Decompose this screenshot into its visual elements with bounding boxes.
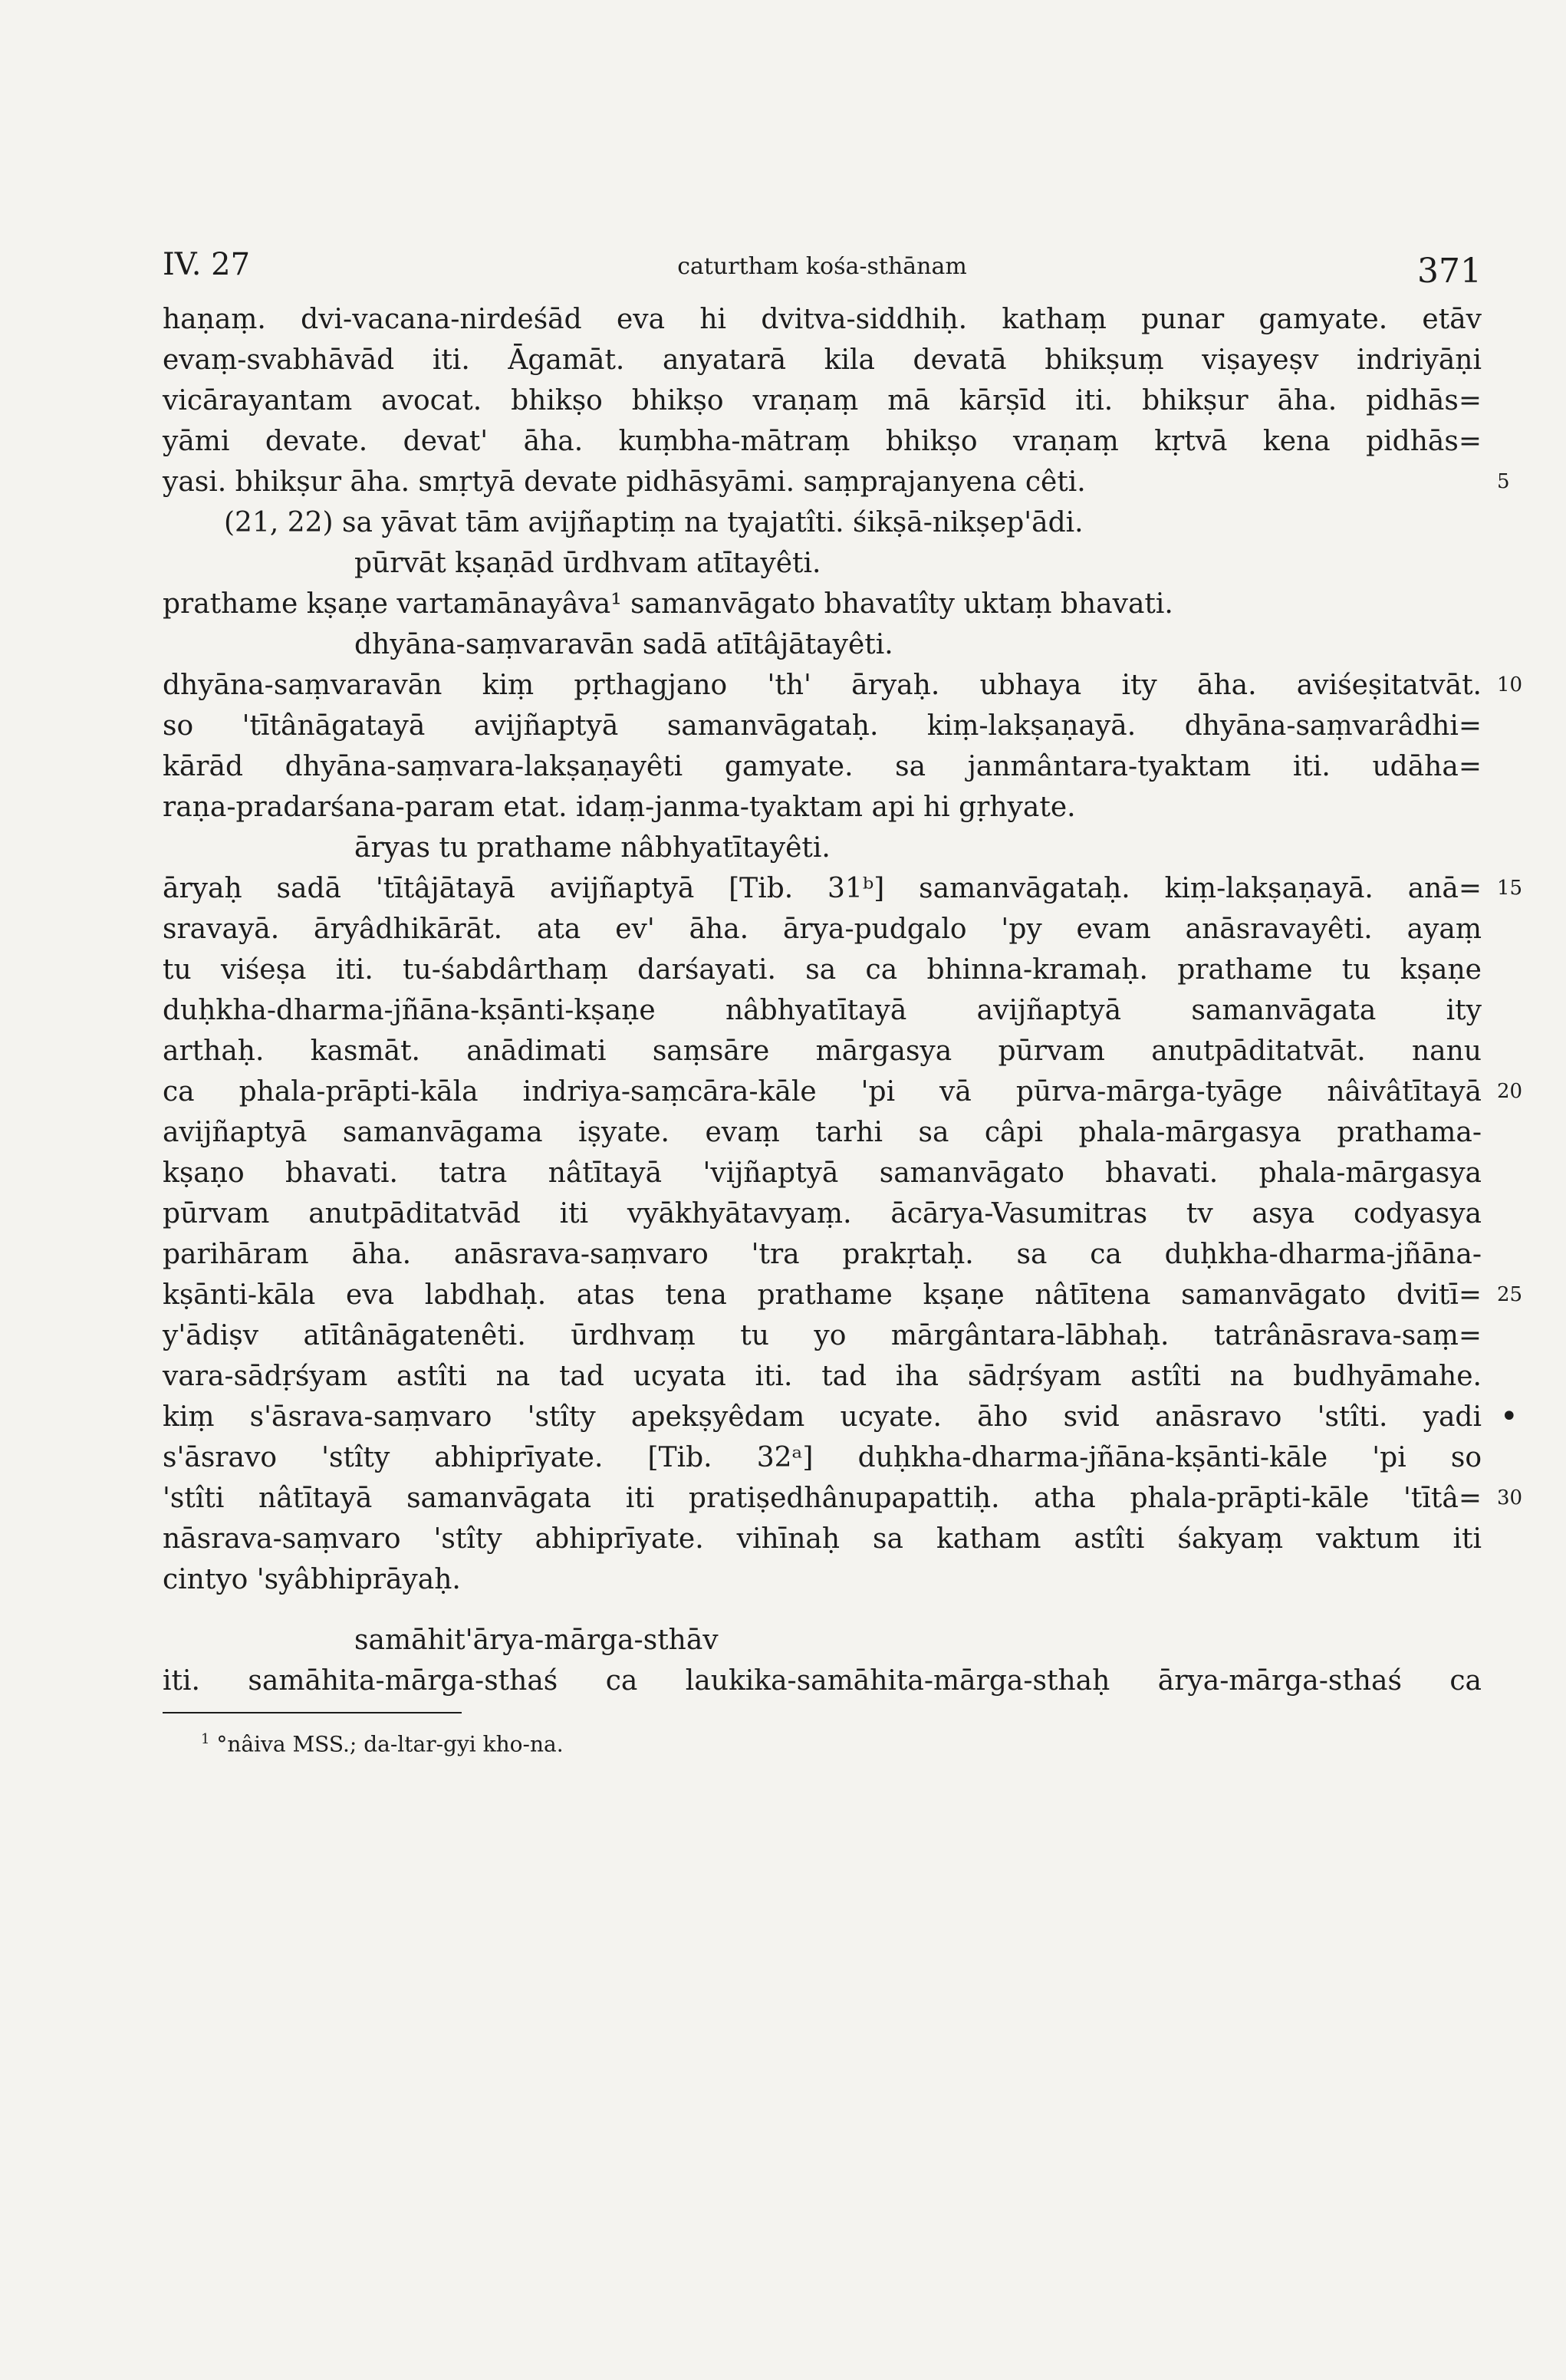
text-line-content: iti. samāhita-mārga-sthaś ca laukika-samāhita-mārga-sthaḥ ārya-mārga-sthaś ca — [163, 1665, 1482, 1697]
text-line-content: āryaḥ sadā 'tītâjātayā avijñaptyā [Tib. 31ᵇ] samanvāgataḥ. kiṃ-lakṣaṇayā. anā= — [163, 873, 1482, 904]
text-line — [163, 1356, 1482, 1397]
text-line — [163, 746, 1482, 787]
text-line-content: arthaḥ. kasmāt. anādimati saṃsāre mārgasya pūrvam anutpāditatvāt. nanu — [163, 1035, 1482, 1067]
text-line-content: sravayā. āryâdhikārāt. ata ev' āha. ārya-pudgalo 'py evam anāsravayêti. ayaṃ — [163, 913, 1482, 945]
text-line-content: evaṃ-svabhāvād iti. Āgamāt. anyatarā kila devatā bhikṣuṃ viṣayeṣv indriyāṇi — [163, 344, 1482, 376]
text-line-content: parihāram āha. anāsrava-saṃvaro 'tra prakṛtaḥ. sa ca duḥkha-dharma-jñāna- — [163, 1239, 1482, 1270]
text-line-content: kṣaṇo bhavati. tatra nâtītayā 'vijñaptyā samanvāgato bhavati. phala-mārgasya — [163, 1157, 1482, 1189]
text-line-content: pūrvam anutpāditatvād iti vyākhyātavyaṃ. ācārya-Vasumitras tv asya codyasya — [163, 1198, 1482, 1230]
text-line-content: s'āsravo 'stîty abhiprīyate. [Tib. 32ᵃ] duḥkha-dharma-jñāna-kṣānti-kāle 'pi so — [163, 1442, 1482, 1473]
running-title: caturtham kośa-sthānam — [677, 253, 967, 280]
text-line — [163, 1193, 1482, 1234]
text-line-content: vara-sādṛśyam astîti na tad ucyata iti. tad iha sādṛśyam astîti na budhyāmahe. — [163, 1361, 1482, 1392]
text-line — [163, 584, 1482, 624]
line-number: 10 — [1497, 673, 1523, 696]
text-line — [163, 1397, 1518, 1437]
text-line-content: y'ādiṣv atītânāgatenêti. ūrdhvaṃ tu yo mārgântara-lābhaḥ. tatrânāsrava-saṃ= — [163, 1320, 1482, 1351]
text-line — [163, 340, 1482, 380]
line-number: 20 — [1497, 1080, 1523, 1103]
text-line-content: vicārayantam avocat. bhikṣo bhikṣo vraṇaṃ mā kārṣīd iti. bhikṣur āha. pidhās= — [163, 385, 1482, 416]
text-line-content: prathame kṣaṇe vartamānayâva¹ samanvāgato bhavatîty uktaṃ bhavati. — [163, 588, 1173, 620]
text-line-content: kārād dhyāna-saṃvara-lakṣaṇayêti gamyate. sa janmântara-tyaktam iti. udāha= — [163, 751, 1482, 782]
line-number: 25 — [1497, 1283, 1523, 1306]
text-line — [163, 990, 1482, 1031]
text-line — [163, 787, 1482, 828]
text-line — [163, 868, 1523, 909]
text-line-content: cintyo 'syâbhiprāyaḥ. — [163, 1564, 461, 1595]
text-line — [163, 462, 1510, 502]
text-line — [163, 502, 1482, 543]
text-line — [163, 1275, 1523, 1315]
text-line — [163, 1071, 1523, 1112]
text-line — [163, 909, 1482, 950]
line-number: 30 — [1497, 1486, 1523, 1509]
text-line-content: yasi. bhikṣur āha. smṛtyā devate pidhāsyāmi. saṃprajanyena cêti. — [163, 466, 1086, 498]
text-line — [163, 950, 1482, 990]
footnote — [201, 1724, 564, 1759]
text-line-content: ca phala-prāpti-kāla indriya-saṃcāra-kāle 'pi vā pūrva-mārga-tyāge nâivâtītayā — [163, 1076, 1482, 1108]
main-text — [163, 299, 1523, 1701]
text-line — [163, 1620, 1482, 1661]
text-line-content: (21, 22) sa yāvat tām avijñaptiṃ na tyajatîti. śikṣā-nikṣep'ādi. — [224, 507, 1084, 538]
text-line — [163, 1559, 1482, 1600]
text-line-content: āryas tu prathame nâbhyatītayêti. — [354, 832, 831, 864]
text-line — [163, 665, 1523, 706]
running-header — [163, 247, 1482, 301]
text-line-content: 'stîti nâtītayā samanvāgata iti pratiṣedhânupapattiḥ. atha phala-prāpti-kāle 'tītâ= — [163, 1483, 1482, 1514]
margin-dot: • — [1500, 1399, 1518, 1434]
text-line — [163, 543, 1482, 584]
text-line — [163, 421, 1482, 462]
text-line — [163, 1478, 1523, 1519]
text-line-content: nāsrava-saṃvaro 'stîty abhiprīyate. vihīnaḥ sa katham astîti śakyaṃ vaktum iti — [163, 1523, 1482, 1555]
text-line-content: kiṃ s'āsrava-saṃvaro 'stîty apekṣyêdam ucyate. āho svid anāsravo 'stîti. yadi — [163, 1401, 1482, 1433]
text-line-content: tu viśeṣa iti. tu-śabdârthaṃ darśayati. sa ca bhinna-kramaḥ. prathame tu kṣaṇe — [163, 954, 1482, 986]
text-line-content: avijñaptyā samanvāgama iṣyate. evaṃ tarhi sa câpi phala-mārgasya prathama- — [163, 1117, 1482, 1148]
line-number: 15 — [1497, 877, 1523, 900]
text-line — [163, 1661, 1482, 1701]
footnote-divider — [163, 1712, 462, 1713]
text-line — [163, 299, 1482, 340]
footnote-text: °nâiva MSS.; da-ltar-gyi kho-na. — [216, 1731, 564, 1757]
text-line — [163, 624, 1482, 665]
text-line — [163, 1437, 1482, 1478]
text-line-content: dhyāna-saṃvaravān kiṃ pṛthagjano 'th' āryaḥ. ubhaya ity āha. aviśeṣitatvāt. — [163, 670, 1482, 701]
text-line-content: so 'tītânāgatayā avijñaptyā samanvāgataḥ. kiṃ-lakṣaṇayā. dhyāna-saṃvarâdhi= — [163, 710, 1482, 742]
text-line-content: samāhit'ārya-mārga-sthāv — [354, 1625, 719, 1656]
text-line-content: haṇaṃ. dvi-vacana-nirdeśād eva hi dvitva-siddhiḥ. kathaṃ punar gamyate. etāv — [163, 304, 1482, 335]
text-line — [163, 1031, 1482, 1071]
text-line — [163, 380, 1482, 421]
text-line — [163, 706, 1482, 746]
text-line-content: pūrvāt kṣaṇād ūrdhvam atītayêti. — [354, 548, 821, 579]
text-line — [163, 1234, 1482, 1275]
text-line-content: yāmi devate. devat' āha. kuṃbha-mātraṃ bhikṣo vraṇaṃ kṛtvā kena pidhās= — [163, 426, 1482, 457]
text-line-content: raṇa-pradarśana-param etat. idaṃ-janma-tyaktam api hi gṛhyate. — [163, 792, 1076, 823]
text-line — [163, 1112, 1482, 1153]
text-line — [163, 1315, 1482, 1356]
footnote-marker: 1 — [201, 1731, 210, 1747]
text-line-content: kṣānti-kāla eva labdhaḥ. atas tena prathame kṣaṇe nâtītena samanvāgato dvitī= — [163, 1279, 1482, 1311]
text-line — [163, 1519, 1482, 1559]
text-line — [163, 1153, 1482, 1193]
line-number: 5 — [1497, 470, 1510, 493]
chapter-reference: IV. 27 — [163, 247, 251, 282]
text-line-content: dhyāna-saṃvaravān sadā atītâjātayêti. — [354, 629, 893, 660]
text-line — [163, 828, 1482, 868]
text-line-content: duḥkha-dharma-jñāna-kṣānti-kṣaṇe nâbhyatītayā avijñaptyā samanvāgata ity — [163, 995, 1482, 1026]
page-number: 371 — [1417, 252, 1482, 291]
